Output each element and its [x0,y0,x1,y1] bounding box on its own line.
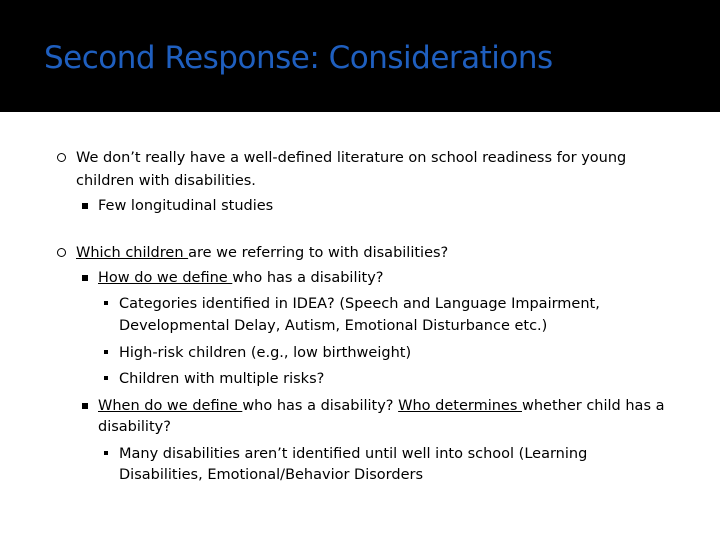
sub-bullet-when-line-2: disability? [98,419,171,435]
sub-bullet-longitudinal: Few longitudinal studies [98,198,274,214]
square-bullet-icon [82,275,88,281]
slide-title: Second Response: Considerations [44,40,553,76]
small-square-bullet-icon [104,376,108,380]
circle-bullet-icon [57,153,66,162]
square-bullet-icon [82,403,88,409]
item-disabilities-line-2: Disabilities, Emotional/Behavior Disorders [119,467,424,483]
bullet-text: who has a disability? [242,398,399,414]
bullet-text: who has a disability? [232,270,384,286]
bullet-text: whether child has a [522,398,665,414]
item-categories-line-1: Categories identified in IDEA? (Speech and Language Impairment, [119,296,600,312]
underlined-text: When do we define [98,398,243,414]
underlined-text: Who determines [398,398,522,414]
small-square-bullet-icon [104,301,108,305]
bullet-1-line-1: We don’t really have a well-defined literature on school readiness for young [76,150,627,166]
bullet-1-line-2: children with disabilities. [76,173,256,189]
small-square-bullet-icon [104,451,108,455]
bullet-text: are we referring to with disabilities? [188,245,449,261]
sub-bullet-when [98,396,665,416]
item-multiple-risks: Children with multiple risks? [119,371,325,387]
square-bullet-icon [82,203,88,209]
bullet-2-line-1 [76,243,448,263]
item-categories-line-2: Developmental Delay, Autism, Emotional Disturbance etc.) [119,318,548,334]
item-disabilities-line-1: Many disabilities aren’t identified until well into school (Learning [119,446,588,462]
item-high-risk: High-risk children (e.g., low birthweight) [119,345,412,361]
circle-bullet-icon [57,248,66,257]
underlined-text: How do we define [98,270,233,286]
small-square-bullet-icon [104,350,108,354]
underlined-text: Which children [76,245,189,261]
sub-bullet-define [98,268,384,288]
